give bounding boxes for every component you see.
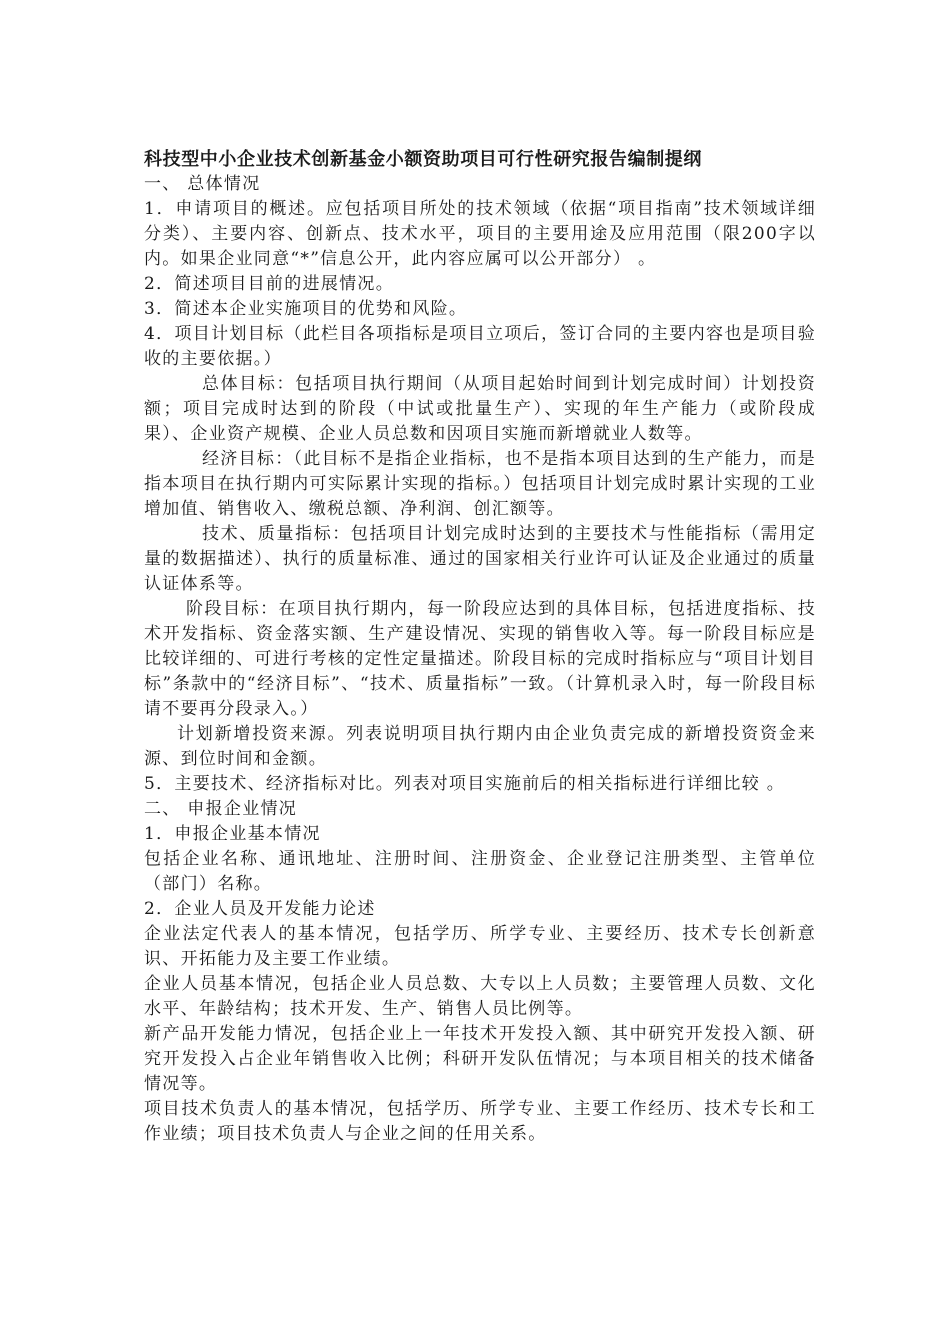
investment-source-paragraph: 计划新增投资来源。列表说明项目执行期内由企业负责完成的新增投资资金来源、到位时间和金额。 — [144, 724, 816, 769]
section-2-item-1-text: 包括企业名称、通讯地址、注册时间、注册资金、企业登记注册类型、主管单位（部门）名称。 — [144, 849, 816, 894]
document-title: 科技型中小企业技术创新基金小额资助项目可行性研究报告编制提纲 — [144, 149, 702, 170]
section-1-item-1: 1．申请项目的概述。应包括项目所处的技术领域（依据“项目指南”技术领域详细分类）、主要内容、创新点、技术水平，项目的主要用途及应用范围（限200字以内。如果企业同意“*”信息公开，此内容应属可以公开部分） 。 — [144, 199, 816, 269]
staff-info-paragraph: 企业人员基本情况，包括企业人员总数、大专以上人员数；主要管理人员数、文化水平、年龄结构；技术开发、生产、销售人员比例等。 — [144, 974, 816, 1019]
goal-economic-paragraph: 经济目标：（此目标不是指企业指标，也不是指本项目达到的生产能力，而是指本项目在执行期内可实际累计实现的指标。）包括项目计划完成时累计实现的工业增加值、销售收入、缴税总额、净利润、创汇额等。 — [144, 449, 816, 519]
section-1-heading: 一、 总体情况 — [144, 174, 261, 194]
goal-tech-quality-paragraph: 技术、质量指标：包括项目计划完成时达到的主要技术与性能指标（需用定量的数据描述）、执行的质量标准、通过的国家相关行业许可认证及企业通过的质量认证体系等。 — [144, 524, 816, 594]
section-1-item-5: 5．主要技术、经济指标对比。列表对项目实施前后的相关指标进行详细比较 。 — [144, 774, 786, 794]
document-page — [144, 147, 816, 1147]
section-2-item-1-heading: 1．申报企业基本情况 — [144, 824, 321, 844]
section-1-item-3: 3．简述本企业实施项目的优势和风险。 — [144, 299, 468, 319]
legal-representative-paragraph: 企业法定代表人的基本情况，包括学历、所学专业、主要经历、技术专长创新意识、开拓能力及主要工作业绩。 — [144, 924, 816, 969]
section-1-item-2: 2．简述项目目前的进展情况。 — [144, 274, 395, 294]
section-1-item-4: 4．项目计划目标（此栏目各项指标是项目立项后，签订合同的主要内容也是项目验收的主要依据。） — [144, 324, 816, 369]
tech-lead-paragraph: 项目技术负责人的基本情况，包括学历、所学专业、主要工作经历、技术专长和工作业绩；项目技术负责人与企业之间的任用关系。 — [144, 1099, 816, 1144]
goal-stage-paragraph: 阶段目标：在项目执行期内，每一阶段应达到的具体目标，包括进度指标、技术开发指标、资金落实额、生产建设情况、实现的销售收入等。每一阶段目标应是比较详细的、可进行考核的定性定量描述。阶段目标的完成时指标应与“项目计划目标”条款中的“经济目标”、“技术、质量指标”一致。（计算机录入时，每一阶段目标请不要再分段录入。） — [144, 599, 816, 719]
goal-total-paragraph: 总体目标：包括项目执行期间（从项目起始时间到计划完成时间）计划投资额；项目完成时达到的阶段（中试或批量生产）、实现的年生产能力（或阶段成果）、企业资产规模、企业人员总数和因项目实施而新增就业人数等。 — [144, 374, 816, 444]
section-2-heading: 二、 申报企业情况 — [144, 799, 298, 819]
new-product-capability-paragraph: 新产品开发能力情况，包括企业上一年技术开发投入额、其中研究开发投入额、研究开发投入占企业年销售收入比例；科研开发队伍情况；与本项目相关的技术储备情况等。 — [144, 1024, 816, 1094]
section-2-item-2-heading: 2．企业人员及开发能力论述 — [144, 899, 376, 919]
